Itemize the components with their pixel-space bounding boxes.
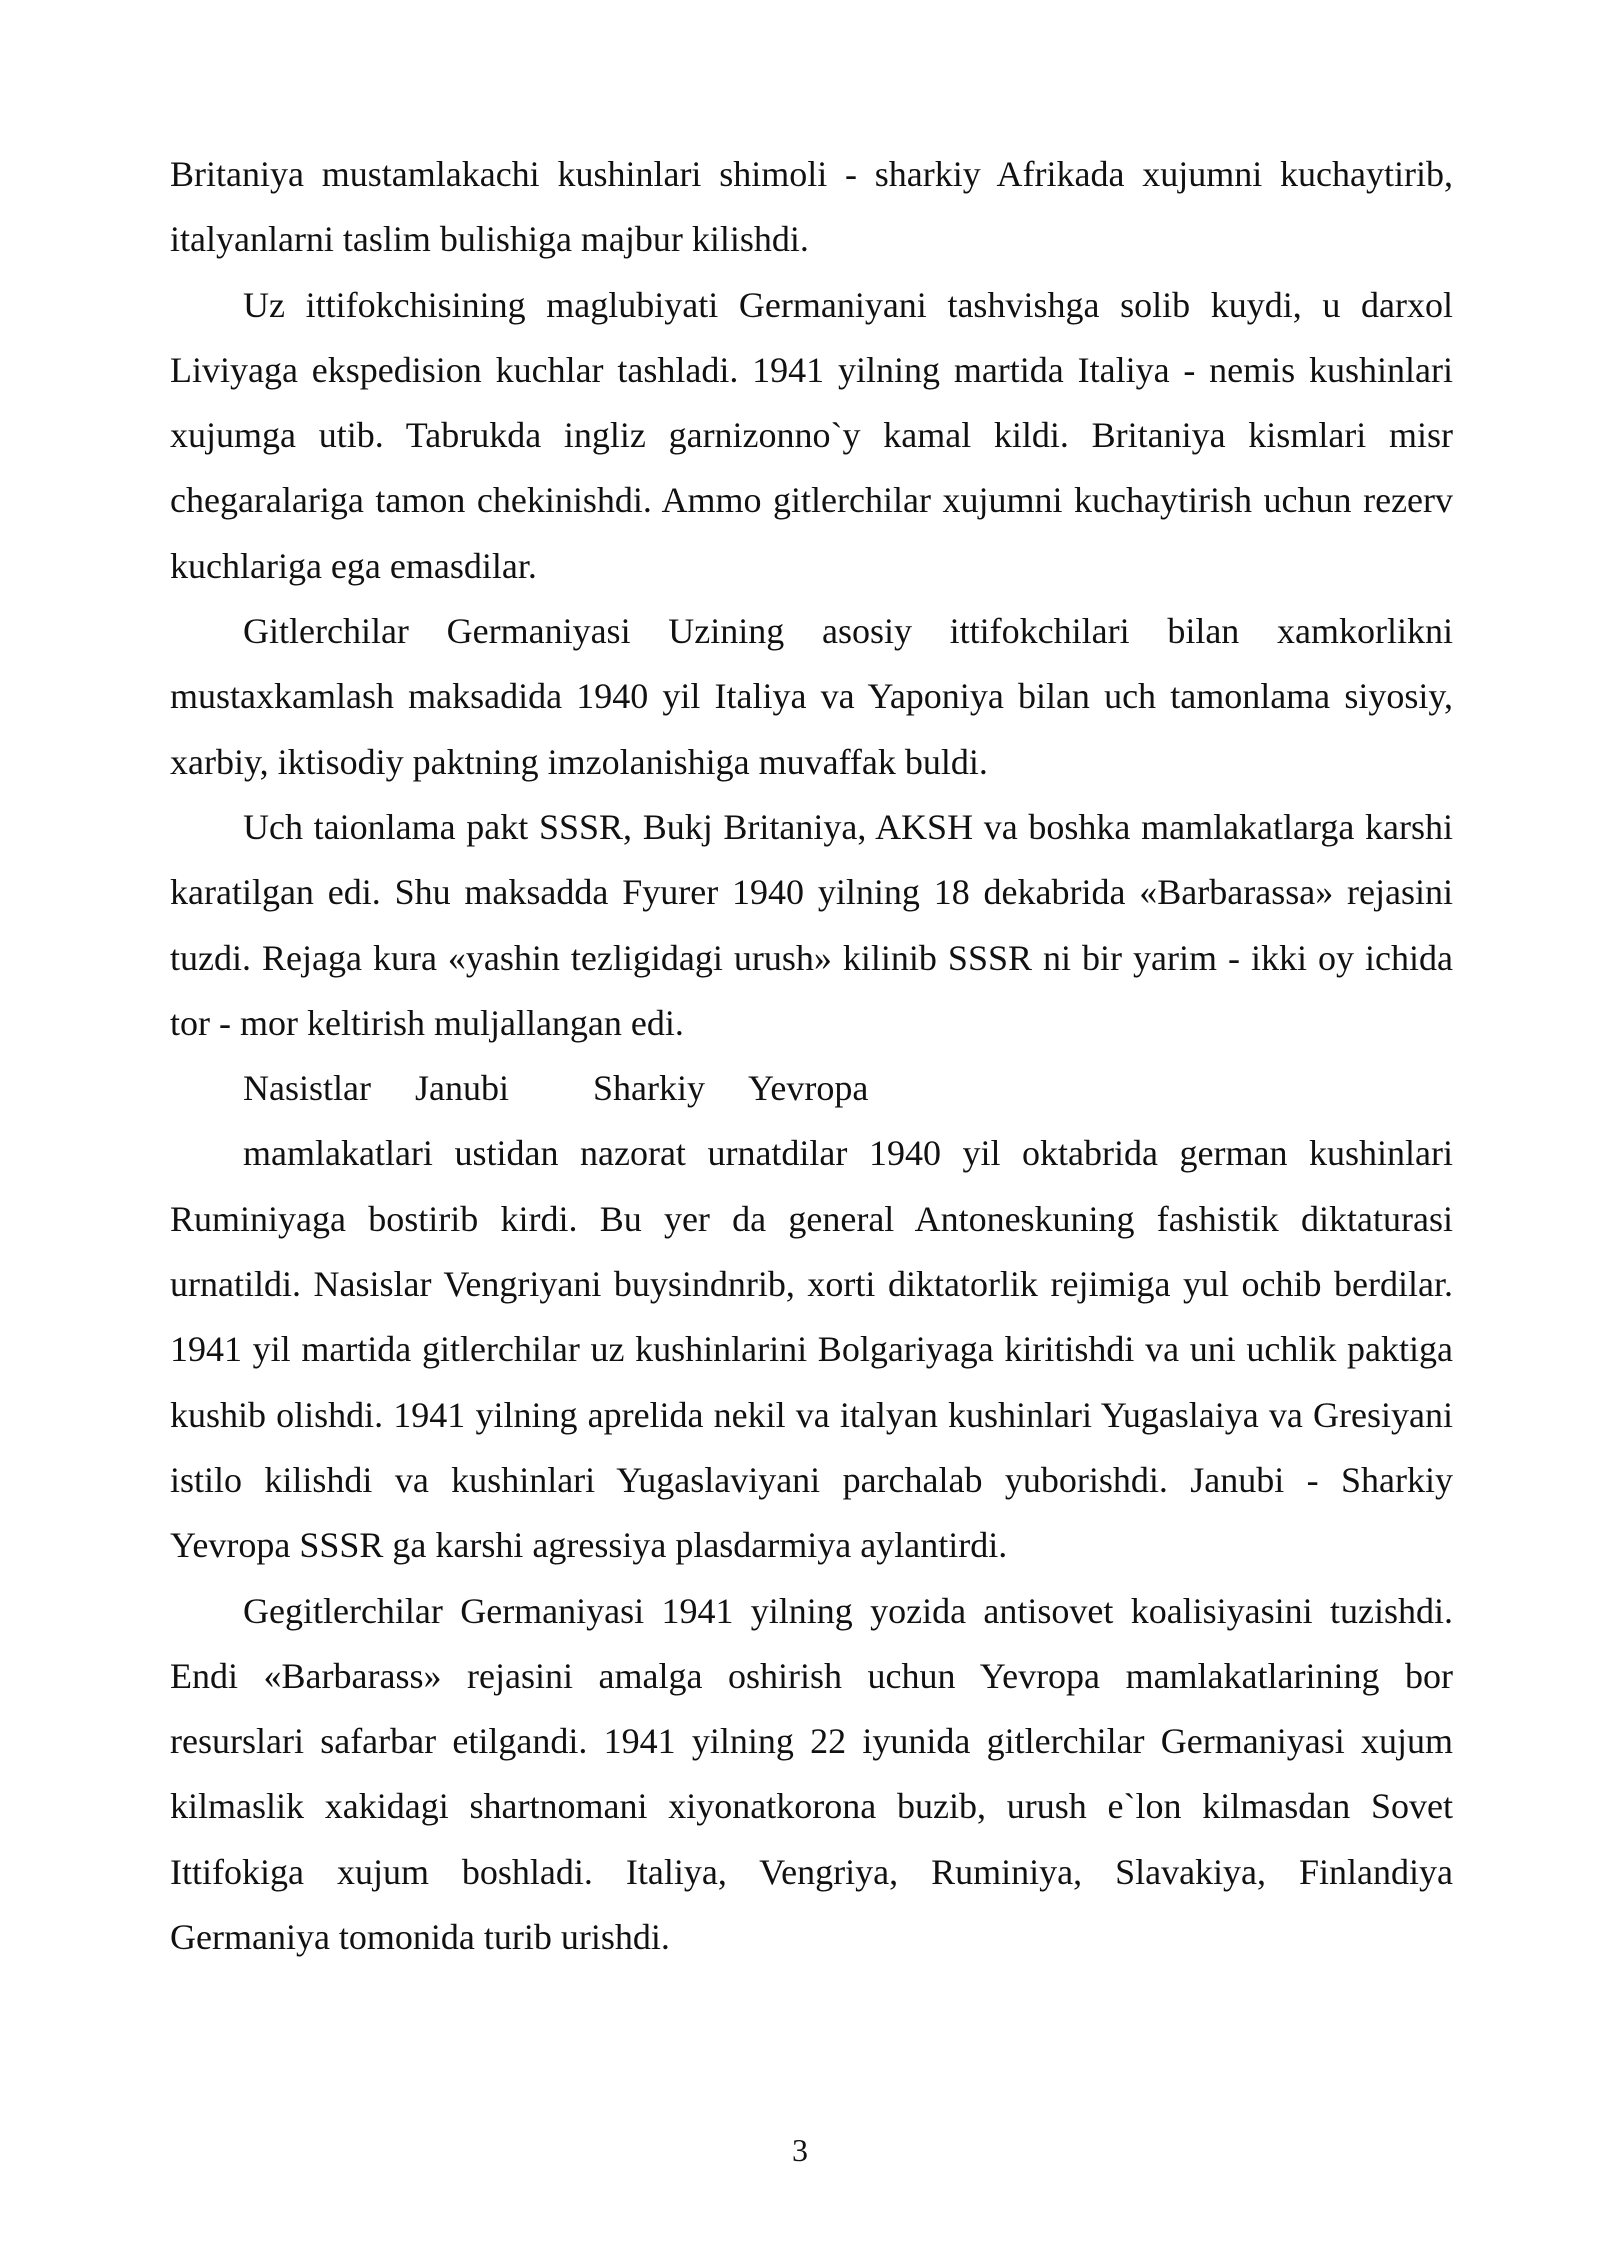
paragraph: mamlakatlari ustidan nazorat urnatdilar 1940 yil oktabrida german kushinlari Ruminiyaga bostirib kirdi. Bu yer da general Antoneskuning fashistik diktaturasi urnatildi. Nasislar Vengriyani buysindnrib, xorti diktatorlik rejimiga yul ochib berdilar. 1941 yil martida gitlerchilar uz kushinlarini Bolgariyaga kiritishdi va uni uchlik paktiga kushib olishdi. 1941 yilning aprelida nekil va italyan kushinlari Yugaslaiya va Gresiyani istilo kilishdi va kushinlari Yugaslaviyani parchalab yuborishdi. Janubi - Sharkiy Yevropa SSSR ga karshi agressiya plasdarmiya aylantirdi. (170, 1133, 1453, 1566)
paragraph: Gegitlerchilar Germaniyasi 1941 yilning yozida antisovet koalisiyasini tuzishdi. Endi «Barbarass» rejasini amalga oshirish uchun Yevropa mamlakatlarining bor resurslari safarbar etilgandi. 1941 yilning 22 iyunida gitlerchilar Germaniyasi xujum kilmaslik xakidagi shartnomani xiyonatkorona buzib, urush e`lon kilmasdan Sovet Ittifokiga xujum boshladi. Italiya, Vengriya, Ruminiya, Slavakiya, Finlandiya Germaniya tomonida turib urishdi. (170, 1590, 1453, 1958)
heading-word: Nasistlar (243, 1068, 371, 1109)
page-number: 3 (792, 2132, 808, 2168)
heading-word: Janubi (415, 1068, 509, 1109)
paragraph-continuation: Britaniya mustamlakachi kushinlari shimoli - sharkiy Afrikada xujumni kuchaytirib, italyanlarni taslim bulishiga majbur kilishdi. (170, 154, 1453, 260)
heading-word: Sharkiy (593, 1068, 705, 1109)
section-heading-line (170, 1056, 1453, 1121)
paragraph: Uz ittifokchisining maglubiyati Germaniyani tashvishga solib kuydi, u darxol Liviyaga ekspedision kuchlar tashladi. 1941 yilning martida Italiya - nemis kushinlari xujumga utib. Tabrukda ingliz garnizonno`y kamal kildi. Britaniya kismlari misr chegaralariga tamon chekinishdi. Ammo gitlerchilar xujumni kuchaytirish uchun rezerv kuchlariga ega emasdilar. (170, 284, 1453, 586)
paragraph: Gitlerchilar Germaniyasi Uzining asosiy ittifokchilari bilan xamkorlikni mustaxkamlash maksadida 1940 yil Italiya va Yaponiya bilan uch tamonlama siyosiy, xarbiy, iktisodiy paktning imzolanishiga muvaffak buldi. (170, 611, 1453, 782)
page-body (170, 142, 1453, 1970)
heading-word: Yevropa (748, 1068, 869, 1109)
paragraph: Uch taionlama pakt SSSR, Bukj Britaniya, AKSH va boshka mamlakatlarga karshi karatilgan edi. Shu maksadda Fyurer 1940 yilning 18 dekabrida «Barbarassa» rejasini tuzdi. Rejaga kura «yashin tezligidagi urush» kilinib SSSR ni bir yarim - ikki oy ichida tor - mor keltirish muljallangan edi. (170, 806, 1453, 1043)
